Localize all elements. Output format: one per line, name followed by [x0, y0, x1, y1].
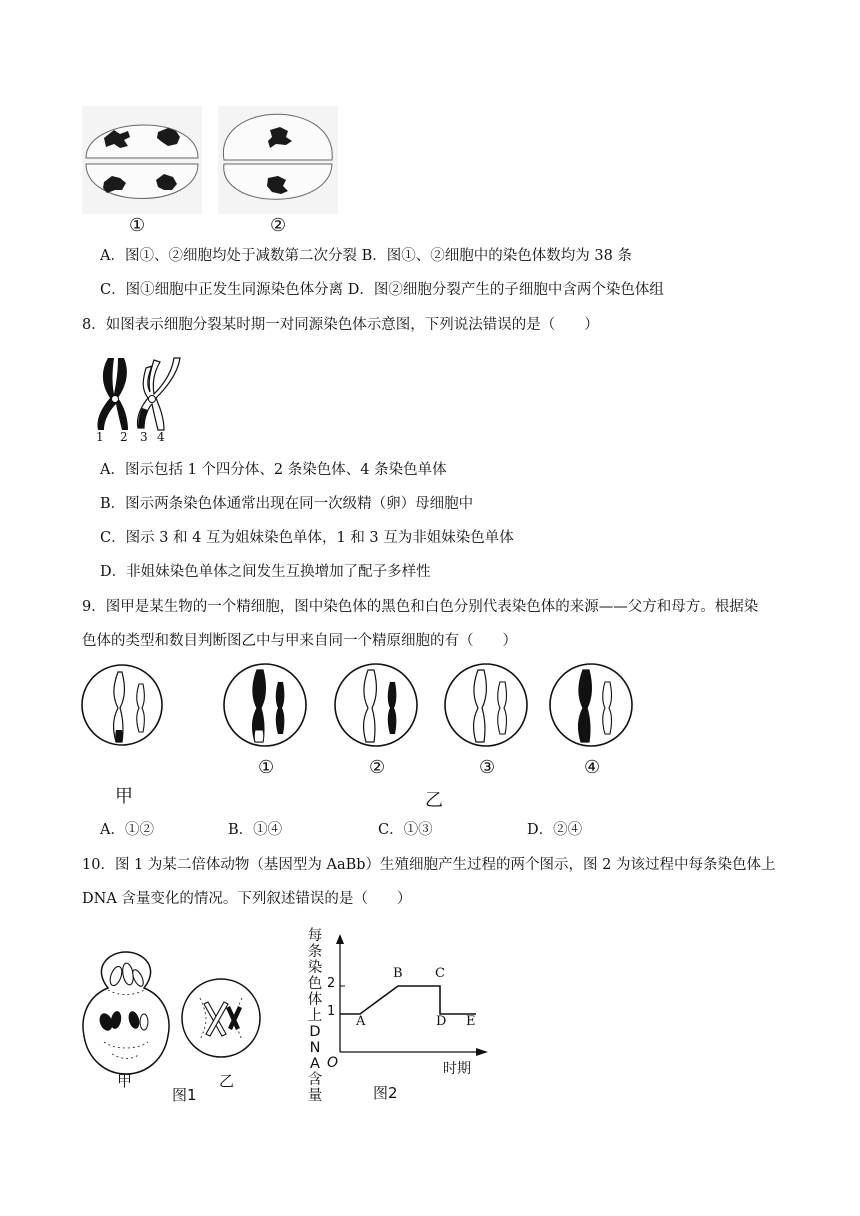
q7-label-1: ① — [129, 215, 146, 236]
q9-cell-label-1: ① — [258, 757, 275, 778]
q8-chromatid-label-2: 2 — [120, 430, 128, 444]
q10-fig2-point-c: C — [435, 966, 445, 981]
q10-fig2-point-a: A — [356, 1014, 366, 1029]
q10-fig2-ytick-1: 1 — [327, 1004, 336, 1019]
q10-fig1-label-yi: 乙 — [219, 1072, 235, 1090]
q9-cell-3 — [443, 662, 529, 748]
q7-label-2: ② — [270, 215, 287, 236]
q8-stem: 8．如图表示细胞分裂某时期一对同源染色体示意图，下列说法错误的是（ ） — [82, 317, 599, 333]
q9-cell-4 — [548, 662, 634, 748]
q8-option-a: A．图示包括 1 个四分体、2 条染色体、4 条染色单体 — [100, 462, 447, 478]
q10-fig2-point-d: D — [436, 1014, 447, 1029]
q9-stem-line1: 9．图甲是某生物的一个精细胞，图中染色体的黑色和白色分别代表染色体的来源——父方和母方。根据染 — [82, 599, 759, 615]
q10-fig2-caption: 图2 — [373, 1084, 398, 1102]
q10-fig2-ytick-2: 2 — [327, 976, 336, 991]
q7-photo-1 — [82, 106, 202, 214]
q7-option-ab: A．图①、②细胞均处于减数第二次分裂 B．图①、②细胞中的染色体数均为 38 条 — [100, 248, 632, 264]
q9-option-b: B．①④ — [228, 822, 283, 838]
q10-stem-line1: 10．图 1 为某二倍体动物（基因型为 AaBb）生殖细胞产生过程的两个图示，图 2 为该过程中每条染色体上 — [82, 857, 776, 873]
q10-fig2-point-b: B — [393, 966, 403, 981]
q10-fig2-y-arrow — [336, 934, 344, 944]
q10-fig2-origin: O — [327, 1055, 339, 1071]
q8-chromatid-label-4: 4 — [157, 430, 165, 444]
q9-label-jia: 甲 — [115, 786, 133, 807]
q9-cell-1 — [222, 662, 308, 748]
q10-fig2-ylabel: 每条染色体上DNA含量 — [307, 928, 323, 1104]
q10-fig2-x-arrow — [476, 1048, 488, 1056]
q9-option-c: C．①③ — [378, 822, 433, 838]
q10-fig1-cell-yi — [180, 976, 262, 1060]
q9-label-yi: 乙 — [425, 790, 443, 811]
q10-fig2-point-e: E — [466, 1014, 476, 1029]
q10-fig2-xlabel: 时期 — [443, 1061, 471, 1077]
q8-option-c: C．图示 3 和 4 互为姐妹染色单体，1 和 3 互为非姐妹染色单体 — [100, 530, 514, 546]
q9-cell-label-4: ④ — [584, 757, 601, 778]
q9-cell-2 — [333, 662, 419, 748]
q9-option-d: D．②④ — [527, 822, 583, 838]
q9-stem-line2: 色体的类型和数目判断图乙中与甲来自同一个精原细胞的有（ ） — [82, 633, 517, 649]
q10-fig1-cell-jia — [78, 950, 174, 1076]
q8-option-d: D．非姐妹染色单体之间发生互换增加了配子多样性 — [100, 564, 431, 580]
q9-cell-jia — [80, 662, 164, 748]
q7-option-cd: C．图①细胞中正发生同源染色体分离 D．图②细胞分裂产生的子细胞中含两个染色体组 — [100, 282, 664, 298]
q10-stem-line2: DNA 含量变化的情况。下列叙述错误的是（ ） — [82, 891, 412, 907]
q8-option-b: B．图示两条染色体通常出现在同一次级精（卵）母细胞中 — [100, 496, 474, 512]
q9-cell-label-2: ② — [369, 757, 386, 778]
q10-fig2-dna-line — [340, 986, 476, 1014]
q8-chromatid-label-1: 1 — [96, 430, 104, 444]
q8-chromatid-label-3: 3 — [140, 430, 148, 444]
q7-photo-2 — [218, 106, 338, 214]
q10-fig1-caption: 图1 — [172, 1086, 197, 1104]
q10-fig1-label-jia: 甲 — [117, 1072, 133, 1090]
q9-option-a: A．①② — [100, 822, 154, 838]
q9-cell-label-3: ③ — [479, 757, 496, 778]
